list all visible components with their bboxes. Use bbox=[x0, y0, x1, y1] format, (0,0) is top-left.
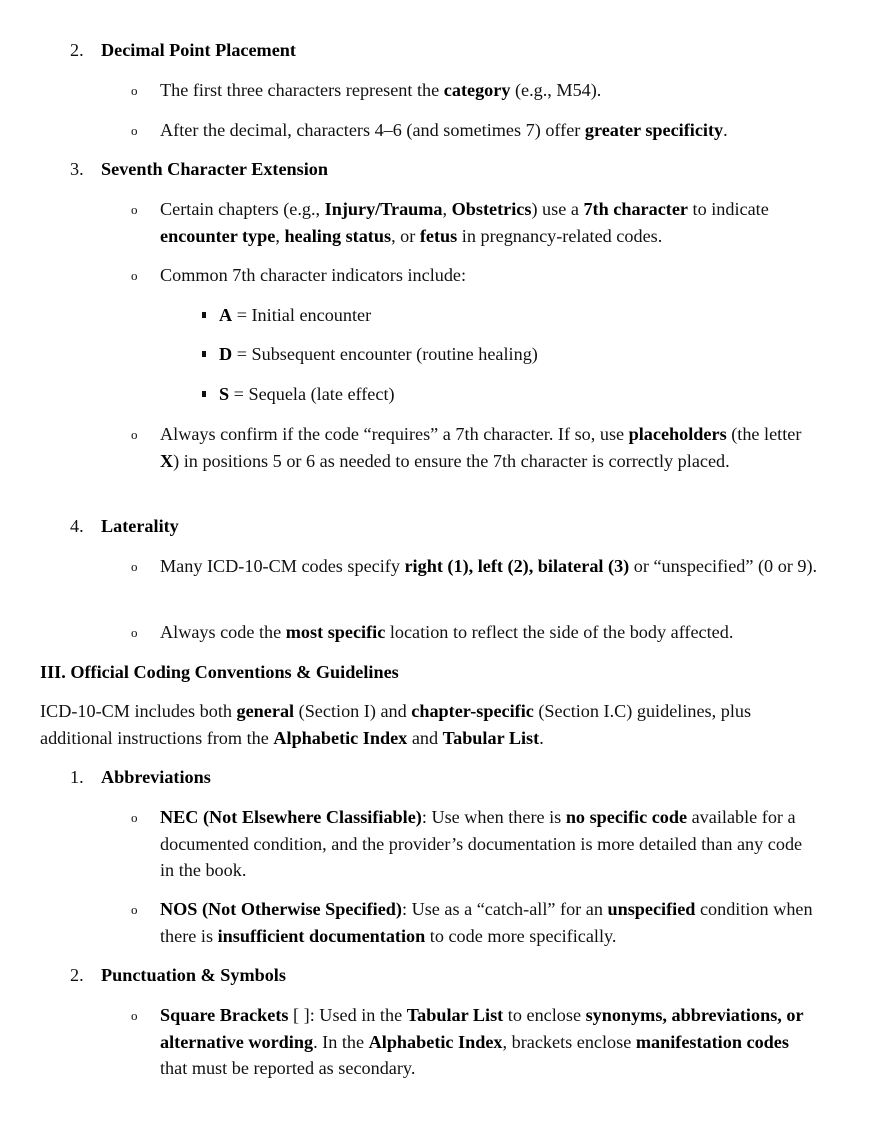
list-item bbox=[131, 77, 820, 104]
hollow-circle-bullet-icon: o bbox=[131, 559, 138, 574]
text-run: available for a documented condition, and the provider’s documentation is more detailed than any code in the book. bbox=[160, 807, 803, 880]
list-item bbox=[131, 804, 820, 884]
text-run: and bbox=[407, 727, 443, 748]
text-run: to code more specifically. bbox=[425, 925, 617, 946]
bold-text-run: most specific bbox=[285, 622, 386, 642]
text-run: condition when there is bbox=[160, 899, 813, 946]
text-run: in pregnancy-related codes. bbox=[457, 225, 663, 246]
text-run: Always confirm if the code “requires” a 7th character. If so, use bbox=[160, 424, 629, 444]
item-title: Abbreviations bbox=[101, 767, 211, 787]
text-run: ) use a bbox=[531, 199, 584, 219]
text-run: (the letter bbox=[726, 424, 802, 444]
text-run: to enclose bbox=[503, 1005, 586, 1025]
text-run: . bbox=[723, 120, 728, 140]
numbered-heading-laterality bbox=[70, 513, 850, 540]
sub-list-item bbox=[219, 302, 819, 329]
bold-text-run: NOS (Not Otherwise Specified) bbox=[160, 899, 402, 919]
text-run: Certain chapters (e.g., bbox=[160, 199, 325, 219]
item-title: Seventh Character Extension bbox=[101, 159, 328, 179]
text-run: = Subsequent encounter (routine healing) bbox=[232, 344, 538, 364]
list-item bbox=[131, 262, 820, 289]
bold-text-run: Alphabetic Index bbox=[368, 1031, 503, 1052]
text-run: ) in positions 5 or 6 as needed to ensure the 7th character is correctly placed. bbox=[173, 450, 730, 471]
numbered-heading-abbreviations bbox=[70, 764, 850, 791]
bold-text-run: 7th character bbox=[583, 199, 688, 219]
bold-text-run: Tabular List bbox=[406, 1005, 504, 1025]
item-title: Punctuation & Symbols bbox=[101, 965, 286, 985]
text-run: Common 7th character indicators include: bbox=[160, 265, 467, 285]
list-item bbox=[131, 117, 820, 144]
text-run: (Section I.C) guidelines, plus additional instructions from the bbox=[40, 701, 752, 748]
numbered-heading-seventh-character-extension bbox=[70, 156, 850, 183]
bold-text-run: Injury/Trauma bbox=[324, 199, 443, 219]
text-run: or “unspecified” (0 or 9). bbox=[629, 556, 818, 576]
hollow-circle-bullet-icon: o bbox=[131, 202, 138, 217]
hollow-circle-bullet-icon: o bbox=[131, 427, 138, 442]
bold-text-run: NEC (Not Elsewhere Classifiable) bbox=[160, 807, 422, 827]
section-intro-paragraph bbox=[40, 698, 800, 751]
bold-text-run: right (1), left (2), bilateral (3) bbox=[404, 556, 630, 576]
text-run: After the decimal, characters 4–6 (and sometimes 7) offer bbox=[160, 120, 585, 140]
list-item bbox=[131, 553, 820, 580]
bold-text-run: D bbox=[219, 344, 233, 364]
text-run: (Section I) and bbox=[294, 701, 412, 721]
hollow-circle-bullet-icon: o bbox=[131, 810, 138, 825]
numbered-heading-decimal-point-placement bbox=[70, 37, 850, 64]
text-run: , brackets enclose bbox=[502, 1031, 636, 1052]
text-run: to indicate bbox=[688, 199, 769, 219]
text-run: location to reflect the side of the body affected. bbox=[385, 622, 734, 642]
text-run: = Sequela (late effect) bbox=[229, 384, 395, 404]
bold-text-run: no specific code bbox=[565, 807, 688, 827]
list-item bbox=[131, 196, 820, 249]
square-bullet-icon bbox=[202, 312, 206, 318]
square-bullet-icon bbox=[202, 351, 206, 357]
hollow-circle-bullet-icon: o bbox=[131, 268, 138, 283]
bold-text-run: category bbox=[443, 80, 511, 100]
bold-text-run: healing status bbox=[284, 225, 392, 246]
list-item bbox=[131, 421, 820, 474]
bold-text-run: placeholders bbox=[628, 424, 727, 444]
bold-text-run: Tabular List bbox=[442, 727, 540, 748]
text-run: , bbox=[442, 199, 452, 219]
sub-list-item bbox=[219, 341, 819, 368]
text-run: Many ICD-10-CM codes specify bbox=[160, 556, 405, 576]
text-run: that must be reported as secondary. bbox=[160, 1058, 416, 1078]
item-title: Laterality bbox=[101, 516, 179, 536]
bold-text-run: X bbox=[160, 450, 174, 471]
list-item bbox=[131, 896, 820, 949]
list-number: 2. bbox=[70, 965, 84, 985]
list-number: 4. bbox=[70, 516, 84, 536]
square-bullet-icon bbox=[202, 391, 206, 397]
text-run: , or bbox=[391, 225, 420, 246]
list-item bbox=[131, 1002, 820, 1082]
text-run: [ ]: Used in the bbox=[288, 1005, 407, 1025]
text-run: (e.g., M54). bbox=[510, 80, 602, 100]
bold-text-run: synonyms, abbreviations, or alternative wording bbox=[160, 1005, 804, 1052]
bold-text-run: A bbox=[219, 305, 233, 325]
bold-text-run: greater specificity bbox=[584, 120, 724, 140]
bold-text-run: Square Brackets bbox=[160, 1005, 289, 1025]
list-item bbox=[131, 619, 820, 646]
list-number: 3. bbox=[70, 159, 84, 179]
bold-text-run: insufficient documentation bbox=[217, 925, 426, 946]
bold-text-run: encounter type bbox=[160, 225, 276, 246]
bold-text-run: general bbox=[236, 701, 295, 721]
sub-list-item bbox=[219, 381, 819, 408]
bold-text-run: S bbox=[219, 384, 230, 404]
list-number: 1. bbox=[70, 767, 84, 787]
hollow-circle-bullet-icon: o bbox=[131, 1008, 138, 1023]
list-number: 2. bbox=[70, 40, 84, 60]
text-run: . bbox=[539, 727, 544, 748]
section-heading: III. Official Coding Conventions & Guidelines bbox=[40, 662, 399, 682]
text-run: , bbox=[275, 225, 285, 246]
numbered-heading-punctuation-symbols bbox=[70, 962, 850, 989]
bold-text-run: Alphabetic Index bbox=[273, 727, 408, 748]
text-run: ICD-10-CM includes both bbox=[40, 701, 237, 721]
text-run: . In the bbox=[313, 1031, 369, 1052]
bold-text-run: unspecified bbox=[607, 899, 696, 919]
hollow-circle-bullet-icon: o bbox=[131, 902, 138, 917]
item-title: Decimal Point Placement bbox=[101, 40, 296, 60]
bold-text-run: chapter-specific bbox=[411, 701, 534, 721]
hollow-circle-bullet-icon: o bbox=[131, 123, 138, 138]
text-run: The first three characters represent the bbox=[160, 80, 444, 100]
bold-text-run: manifestation codes bbox=[635, 1031, 789, 1052]
text-run: Always code the bbox=[160, 622, 286, 642]
text-run: = Initial encounter bbox=[232, 305, 372, 325]
text-run: : Use as a “catch-all” for an bbox=[401, 899, 608, 919]
hollow-circle-bullet-icon: o bbox=[131, 625, 138, 640]
bold-text-run: fetus bbox=[419, 225, 458, 246]
bold-text-run: Obstetrics bbox=[451, 199, 532, 219]
text-run: : Use when there is bbox=[421, 807, 566, 827]
hollow-circle-bullet-icon: o bbox=[131, 83, 138, 98]
